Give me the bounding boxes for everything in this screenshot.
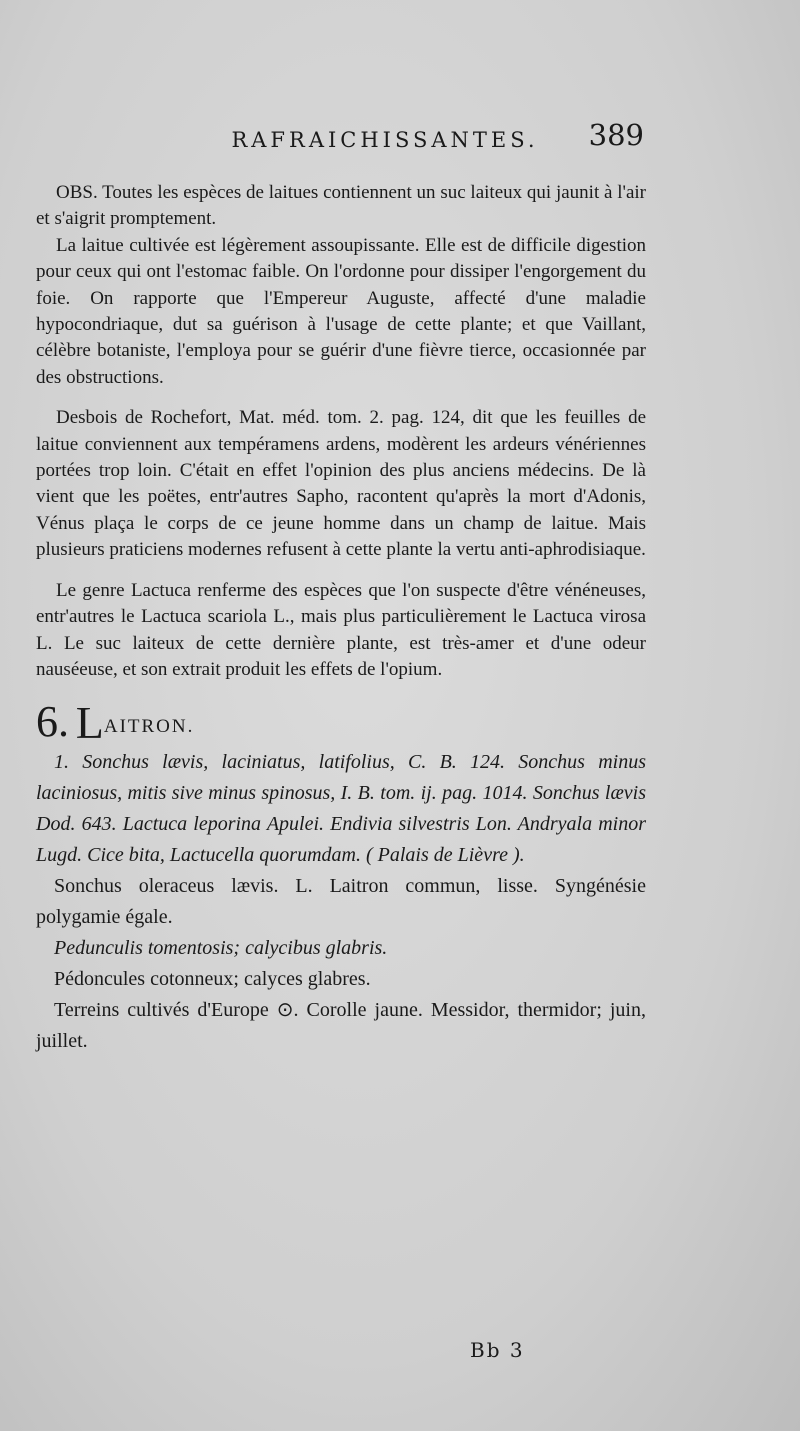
french-diagnosis: Pédoncules cotonneux; calyces glabres.: [54, 967, 371, 990]
latin-diagnosis: Pedunculis tomentosis; calycibus glabris.: [54, 936, 388, 959]
paragraph-genre-lactuca: Le genre Lactuca renferme des espèces que l'on suspecte d'être vénéneuses, entr'autres le Lactuca scariola L., mais plus particulièrement le Lactuca virosa L. Le suc laiteux de cette dernière plante, est très-amer et d'une odeur nauséeuse, et son extrait produit les effets de l'opium.: [36, 579, 646, 680]
page-body: [36, 180, 646, 1057]
section-initial: L: [75, 697, 104, 749]
page-number: 389: [588, 118, 644, 152]
species-entry: [36, 747, 646, 1057]
paragraph-laitue-cultivee: La laitue cultivée est légèrement assoupissante. Elle est de difficile digestion pour ceux qui ont l'estomac faible. On l'ordonne pour dissiper l'engorgement du foie. On rapporte que l'Empereur Auguste, affecté d'une maladie hypocondriaque, dut sa guérison à l'usage de cette plante; et que Vaillant, célèbre botaniste, l'employa pour se guérir d'une fièvre tierce, occasionnée par des obstructions.: [36, 234, 646, 388]
paragraph-desbois: Desbois de Rochefort, Mat. méd. tom. 2. pag. 124, dit que les feuilles de laitue conviennent aux tempéramens ardens, modèrent les ardeurs vénériennes portées trop loin. C'était en effet l'opinion des plus anciens médecins. De là vient que les poëtes, entr'autres Sapho, racontent qu'après la mort d'Adonis, Vénus plaça le corps de ce jeune homme dans un champ de laitue. Mais plusieurs praticiens modernes refusent à cette plante la vertu anti-aphrodisiaque.: [36, 407, 646, 561]
linnaean-name-line: Sonchus oleraceus lævis. L. Laitron commun, lisse. Syngénésie polygamie égale.: [36, 874, 646, 928]
section-number: 6.: [36, 697, 69, 747]
habitat-flowering-line: Terreins cultivés d'Europe ⊙. Corolle jaune. Messidor, thermidor; juin, juillet.: [36, 998, 646, 1052]
section-heading: [36, 697, 646, 749]
printer-signature: Bb 3: [470, 1338, 525, 1362]
synonymy-paragraph: 1. Sonchus lævis, laciniatus, latifolius, C. B. 124. Sonchus minus laciniosus, mitis sive minus spinosus, I. B. tom. ij. pag. 1014. Sonchus lævis Dod. 643. Lactuca leporina Apulei. Endivia silvestris Lon. Andryala minor Lugd. Cice bita, Lactucella quorumdam. ( Palais de Lièvre ).: [36, 750, 646, 866]
paragraph-obs: OBS. Toutes les espèces de laitues contiennent un suc laiteux qui jaunit à l'air et s'aigrit promptement.: [36, 182, 646, 230]
section-title-rest: AITRON.: [103, 716, 195, 738]
running-title: RAFRAICHISSANTES.: [231, 128, 539, 152]
